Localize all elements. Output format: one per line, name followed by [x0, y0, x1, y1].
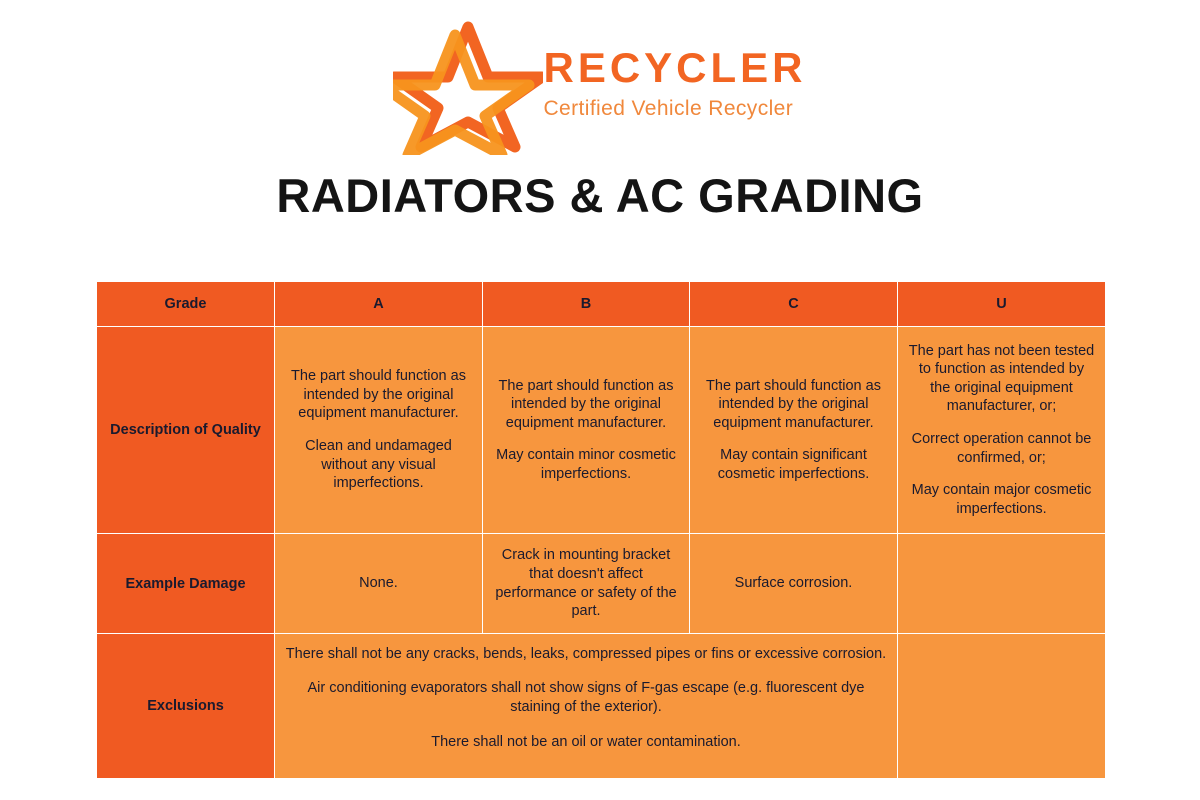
- table-row: [97, 327, 1106, 534]
- cell-description-u: The part has not been tested to function as intended by the original equipment manufacturer, or; Correct operation cannot be confirmed, or; May contain major cosmetic imperfections.: [898, 327, 1106, 534]
- cell-damage-u: [898, 534, 1106, 634]
- logo: [0, 0, 1200, 140]
- table-header-row: [97, 282, 1106, 327]
- row-label-description: Description of Quality: [97, 327, 275, 534]
- cell-exclusions-u: [898, 634, 1106, 779]
- table-row: [97, 534, 1106, 634]
- header-c: C: [690, 282, 898, 327]
- row-label-exclusions: Exclusions: [97, 634, 275, 779]
- cell-damage-c: Surface corrosion.: [690, 534, 898, 634]
- logo-text: [543, 46, 806, 119]
- header-u: U: [898, 282, 1106, 327]
- table-row: [97, 634, 1106, 779]
- logo-tagline: Certified Vehicle Recycler: [543, 96, 794, 120]
- cell-exclusions-abc: There shall not be any cracks, bends, leaks, compressed pipes or fins or excessive corrosion. Air conditioning evaporators shall not show signs of F-gas escape (e.g. fluorescent dye staining of the exterior). There shall not be an oil or water contamination.: [275, 634, 898, 779]
- star-icon: [393, 15, 543, 155]
- header-grade: Grade: [97, 282, 275, 327]
- cell-description-a: The part should function as intended by the original equipment manufacturer. Clean and undamaged without any visual imperfections.: [275, 327, 483, 534]
- page-title: RADIATORS & AC GRADING: [276, 169, 924, 222]
- header-b: B: [483, 282, 690, 327]
- cell-description-b: The part should function as intended by the original equipment manufacturer. May contain minor cosmetic imperfections.: [483, 327, 690, 534]
- header-a: A: [275, 282, 483, 327]
- cell-damage-b: Crack in mounting bracket that doesn't affect performance or safety of the part.: [483, 534, 690, 634]
- cell-description-c: The part should function as intended by the original equipment manufacturer. May contain significant cosmetic imperfections.: [690, 327, 898, 534]
- row-label-example-damage: Example Damage: [97, 534, 275, 634]
- cell-damage-a: None.: [275, 534, 483, 634]
- logo-brand: RECYCLER: [543, 44, 807, 92]
- grading-table: [96, 281, 1106, 779]
